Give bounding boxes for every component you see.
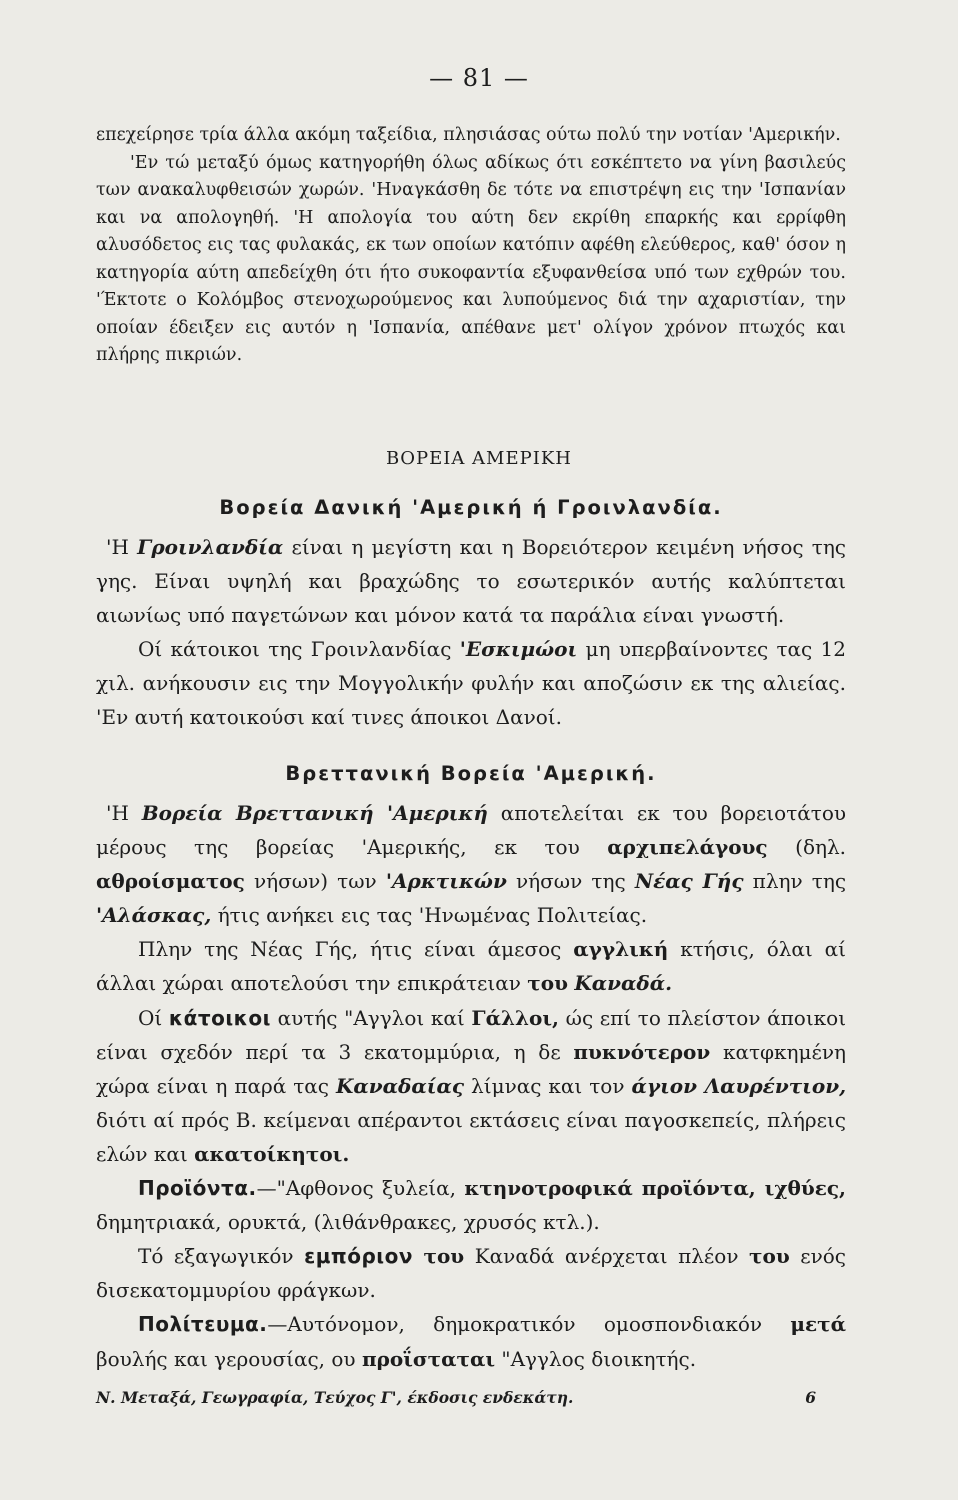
text-run: λίμνας και τον	[471, 1073, 625, 1098]
text-run: (δηλ.	[795, 835, 847, 860]
text-run: κατφκημένη χώρα είναι η παρά τας	[96, 1039, 847, 1098]
emphasis: κτηνοτροφικά προϊόντα, ιχθύες,	[464, 1176, 847, 1201]
paragraph	[96, 796, 846, 932]
text-run: νήσων) των	[253, 869, 377, 894]
paragraph	[96, 1307, 846, 1375]
british-america-text-block	[96, 796, 846, 1376]
text-run: —Αυτόνομον, δημοκρατικόν ομοσπονδιακόν	[267, 1312, 763, 1337]
text-run: αυτής "Αγγλοι καί	[277, 1005, 465, 1030]
text-run: κτήσις, όλαι αί άλλαι χώραι αποτελούσι την επικράτειαν	[96, 937, 846, 996]
text-run: μη υπερβαίνοντες τας 12 χιλ. ανήκουσιν εις την Μογγολικήν φυλήν και αποζώσιν εκ της αλιείας. 'Εν αυτή κατοικούσι καί τινες άποικοι Δανοί.	[96, 637, 847, 729]
text-run: δημητριακά, ορυκτά, (λιθάνθρακες, χρυσός κτλ.).	[96, 1210, 600, 1235]
page-footer	[96, 1388, 846, 1407]
intro-text-block	[96, 122, 846, 370]
text-run: "Αγγλος διοικητής.	[501, 1346, 697, 1371]
emphasis: αγγλική	[573, 937, 669, 962]
text-run: ώς επί το πλείστον άποικοι είναι σχεδόν περί τα 3 εκατομμύρια, η δε	[96, 1005, 847, 1064]
emphasis: Προϊόντα.	[138, 1176, 257, 1201]
text-run: ήτις ανήκει εις τας 'Ηνωμένας Πολιτείας.	[217, 903, 648, 928]
emphasis: 'Αρκτικών	[385, 869, 507, 894]
page-number: — 81 —	[429, 64, 529, 92]
text-run: βουλής και γερουσίας, ου	[96, 1346, 356, 1371]
text-run: διότι αί πρός Β. κείμεναι απέραντοι εκτάσεις είναι παγοσκεπείς, πλήρεις ελών και	[96, 1107, 846, 1166]
signature-mark: 6	[805, 1388, 816, 1407]
paragraph	[96, 932, 846, 1000]
text-run: Οί	[138, 1005, 163, 1030]
emphasis: του	[527, 971, 568, 996]
paragraph	[96, 1171, 846, 1239]
emphasis: Πολίτευμα.	[138, 1312, 268, 1337]
emphasis: Νέας Γής	[634, 869, 744, 894]
text-run: Πλην της Νέας Γής, ήτις είναι άμεσος	[138, 937, 562, 962]
text-run: Οί κάτοικοι της Γροινλανδίας	[138, 637, 452, 661]
subheading-greenland: Βορεία Δανική 'Αμερική ή Γροινλανδία.	[219, 496, 723, 519]
paragraph	[96, 1001, 846, 1171]
text-run: 'Η	[106, 535, 129, 559]
text-run: Καναδά ανέρχεται πλέον	[474, 1244, 739, 1269]
emphasis: ακατοίκητοι.	[194, 1141, 350, 1166]
emphasis: Καναδά.	[574, 971, 673, 996]
emphasis: πυκνότερον	[573, 1039, 711, 1064]
paragraph	[96, 530, 846, 632]
paragraph	[96, 632, 846, 734]
paragraph: επεχείρησε τρία άλλα ακόμη ταξείδια, πλησιάσας ούτω πολύ την νοτίαν 'Αμερικήν.	[96, 125, 841, 145]
emphasis: Καναδαίας	[336, 1073, 465, 1098]
emphasis: κάτοικοι	[168, 1005, 271, 1030]
text-run: πλην της	[752, 869, 847, 894]
emphasis: αρχιπελάγους	[607, 835, 768, 860]
emphasis: άγιον Λαυρέντιον,	[631, 1073, 847, 1098]
emphasis: του	[749, 1244, 790, 1269]
emphasis: 'Εσκιμώοι	[459, 637, 578, 661]
paragraph: 'Εν τώ μεταξύ όμως κατηγορήθη όλως αδίκως ότι εσκέπτετο να γίνη βασιλεύς των ανακαλυφθεισών χωρών. 'Ηναγκάσθη δε τότε να επιστρέψη εις την 'Ισπανίαν και να απολογηθή. 'Η απολογία του αύτη δεν εκρίθη επαρκής και ερρίφθη αλυσόδετος εις τας φυλακάς, εκ των οποίων κατόπιν αφέθη ελεύθερος, καθ' όσον η κατηγορία αύτη απεδείχθη ότι ήτο συκοφαντία εξυφανθείσα υπό των εχθρών του. 'Έκτοτε ο Κολόμβος στενοχωρούμενος και λυπούμενος διά την αχαριστίαν, την οποίαν έδειξεν εις αυτόν η 'Ισπανία, απέθανε μετ' ολίγον χρόνον πτωχός και πλήρης πικριών.	[96, 152, 846, 365]
emphasis: Γροινλανδία	[137, 535, 284, 559]
section-title: ΒΟΡΕΙΑ ΑΜΕΡΙΚΗ	[385, 448, 572, 469]
text-run: ενός δισεκατομμυρίου φράγκων.	[96, 1244, 846, 1303]
text-run: νήσων της	[516, 869, 626, 894]
emphasis: Βορεία Βρεττανική 'Αμερική	[141, 801, 488, 825]
text-run: είναι η μεγίστη και η Βορειότερον κειμένη νήσος της γης. Είναι υψηλή και βραχώδης το εσωτερικόν αυτής καλύπτεται αιωνίως υπό παγετώνων και μόνον κατά τα παράλια είναι γνωστή.	[96, 535, 847, 627]
text-run: —"Αφθονος ξυλεία,	[256, 1176, 456, 1201]
emphasis: του	[423, 1244, 465, 1269]
paragraph	[96, 1239, 846, 1307]
emphasis: εμπόριον	[304, 1244, 413, 1269]
emphasis: αθροίσματος	[96, 869, 245, 894]
subheading-british-north-america: Βρεττανική Βορεία 'Αμερική.	[285, 762, 657, 785]
text-run: 'Η	[106, 801, 129, 825]
emphasis: Γάλλοι,	[471, 1005, 559, 1030]
emphasis: προΐσταται	[361, 1346, 496, 1371]
text-run: αποτελείται εκ του βορειοτάτου μέρους της βορείας 'Αμερικής, εκ του	[96, 801, 847, 860]
text-run: Τό εξαγωγικόν	[138, 1244, 294, 1269]
emphasis: μετά	[790, 1312, 846, 1337]
emphasis: 'Αλάσκας,	[96, 903, 212, 928]
footer-citation: Ν. Μεταξά, Γεωγραφία, Τεύχος Γ', έκδοσις ενδεκάτη.	[96, 1388, 574, 1407]
greenland-text-block	[96, 530, 846, 734]
